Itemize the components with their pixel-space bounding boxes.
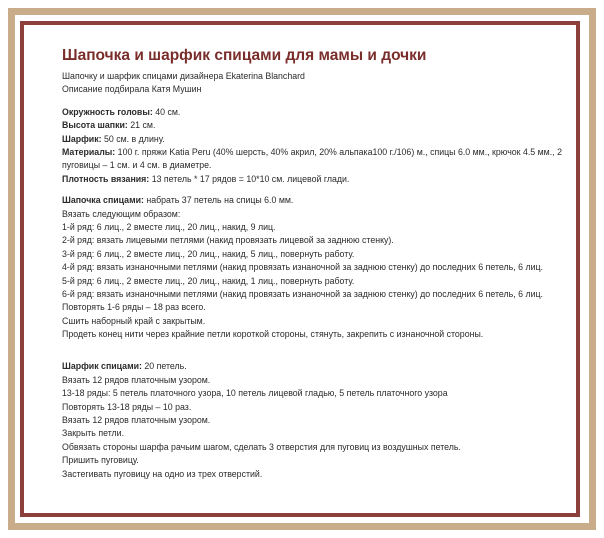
hat-instruction: 4-й ряд: вязать изнаночными петлями (накид провязать изнаночной за заднюю стенку) до последних 6 петель, 6 лиц. — [62, 262, 543, 273]
scarf-instruction: Вязать 12 рядов платочным узором. — [62, 415, 211, 426]
scarf-instruction: 13-18 ряды: 5 петель платочного узора, 10 петель лицевой гладью, 5 петель платочного узора — [62, 388, 448, 399]
spec-value: 100 г. пряжи Katia Peru (40% шерсть, 40% акрил, 20% альпака100 г./106) м., спицы 6.0 мм., крючок 4.5 мм., 2 пуговицы – 1 см. и 4 см. в диаметре. — [62, 146, 562, 171]
hat-instruction: Продеть конец нити через крайние петли короткой стороны, стянуть, закрепить с изнаночной стороны. — [62, 329, 484, 340]
hat-instruction: 5-й ряд: 6 лиц., 2 вместе лиц., 20 лиц., накид, 1 лиц., повернуть работу. — [62, 275, 355, 286]
scarf-instruction: Пришить пуговицу. — [62, 455, 139, 466]
hat-instruction: Сшить наборный край с закрытым. — [62, 315, 206, 326]
scarf-label: Шарфик спицами: — [62, 361, 142, 372]
scarf-instruction: Повторять 13-18 ряды – 10 раз. — [62, 401, 192, 412]
pattern-card — [62, 46, 562, 481]
spec-value: 40 см. — [152, 106, 181, 117]
scarf-instruction: Застегивать пуговицу на одно из трех отверстий. — [62, 468, 263, 479]
hat-instruction: 2-й ряд: вязать лицевыми петлями (накид провязать лицевой за заднюю стенку). — [62, 235, 394, 246]
hat-instruction: 3-й ряд: 6 лиц., 2 вместе лиц., 20 лиц., накид, 5 лиц., повернуть работу. — [62, 248, 355, 259]
spec-value: 21 см. — [127, 120, 156, 131]
spec-label: Шарфик: — [62, 133, 102, 144]
scarf-instruction: Вязать 12 рядов платочным узором. — [62, 374, 211, 385]
spec-head-circumference — [62, 106, 562, 119]
spec-materials — [62, 146, 562, 173]
spec-gauge — [62, 173, 562, 186]
spec-label: Плотность вязания: — [62, 173, 150, 184]
spec-hat-height — [62, 119, 562, 132]
scarf-section-heading — [62, 360, 562, 373]
hat-instruction: 1-й ряд: 6 лиц., 2 вместе лиц., 20 лиц., накид, 9 лиц. — [62, 221, 276, 232]
scarf-instruction: Закрыть петли. — [62, 428, 125, 439]
hat-instruction: 6-й ряд: вязать изнаночными петлями (накид провязать изнаночной за заднюю стенку) до последних 6 петель, 6 лиц. — [62, 288, 543, 299]
spec-value: 13 петель * 17 рядов = 10*10 см. лицевой глади. — [149, 173, 350, 184]
hat-value: набрать 37 петель на спицы 6.0 мм. — [143, 195, 294, 206]
spec-scarf-length — [62, 133, 562, 146]
hat-instruction: Повторять 1-6 ряды – 18 раз всего. — [62, 302, 206, 313]
designer-line: Шапочку и шарфик спицами дизайнера Ekaterina Blanchard — [62, 71, 305, 81]
spec-value: 50 см. в длину. — [101, 133, 165, 144]
page-title: Шапочка и шарфик спицами для мамы и дочки — [62, 47, 427, 64]
spec-label: Материалы: — [62, 146, 116, 157]
spec-label: Высота шапки: — [62, 120, 128, 131]
hat-instruction: Вязать следующим образом: — [62, 208, 181, 219]
hat-label: Шапочка спицами: — [62, 195, 144, 206]
spec-label: Окружность головы: — [62, 106, 153, 117]
scarf-value: 20 петель. — [141, 361, 187, 372]
compiled-by-line: Описание подбирала Катя Мушин — [62, 84, 202, 95]
hat-section-heading — [62, 194, 562, 207]
scarf-instruction: Обвязать стороны шарфа рачьим шагом, сделать 3 отверстия для пуговиц из воздушных петель. — [62, 441, 461, 452]
